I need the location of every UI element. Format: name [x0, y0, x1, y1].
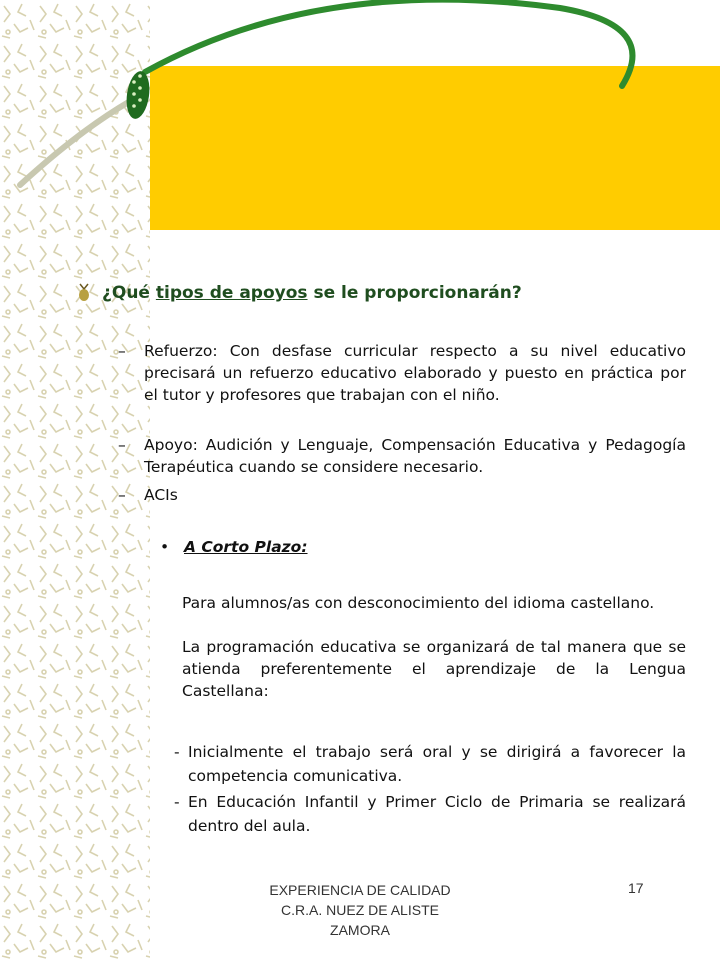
bullet-dot: • [160, 538, 170, 556]
footer [240, 880, 480, 940]
title-text: ¿Qué tipos de apoyos se le proporcionarán? [102, 283, 522, 303]
header-swoosh-ornament [0, 0, 720, 240]
paragraph: Para alumnos/as con desconocimiento del idioma castellano. [182, 594, 655, 612]
list-item: - Inicialmente el trabajo será oral y se dirigirá a favorecer la competencia comunicativa. [174, 743, 686, 785]
list-item: - En Educación Infantil y Primer Ciclo de Primaria se realizará dentro del aula. [174, 793, 686, 835]
list-item: – ACIs [118, 486, 178, 504]
paragraph: La programación educativa se organizará de tal manera que se atienda preferentemente el aprendizaje de la Lengua Castellana: [182, 638, 686, 700]
footer-line: EXPERIENCIA DE CALIDAD [269, 882, 451, 898]
footer-line: C.R.A. NUEZ DE ALISTE [281, 902, 439, 918]
seed-bullet-icon [76, 283, 92, 303]
subsection-heading [160, 538, 308, 556]
footer-line: ZAMORA [330, 922, 390, 938]
list-item: – Apoyo: Audición y Lenguaje, Compensación Educativa y Pedagogía Terapéutica cuando se considere necesario. [118, 436, 686, 476]
page-number: 17 [628, 880, 644, 896]
list-item: – Refuerzo: Con desfase curricular respecto a su nivel educativo precisará un refuerzo educativo elaborado y puesto en práctica por el tutor y profesores que trabajan con el niño. [118, 342, 686, 404]
subsection-title: A Corto Plazo: [184, 538, 308, 556]
title-underlined: tipos de apoyos [155, 283, 308, 303]
